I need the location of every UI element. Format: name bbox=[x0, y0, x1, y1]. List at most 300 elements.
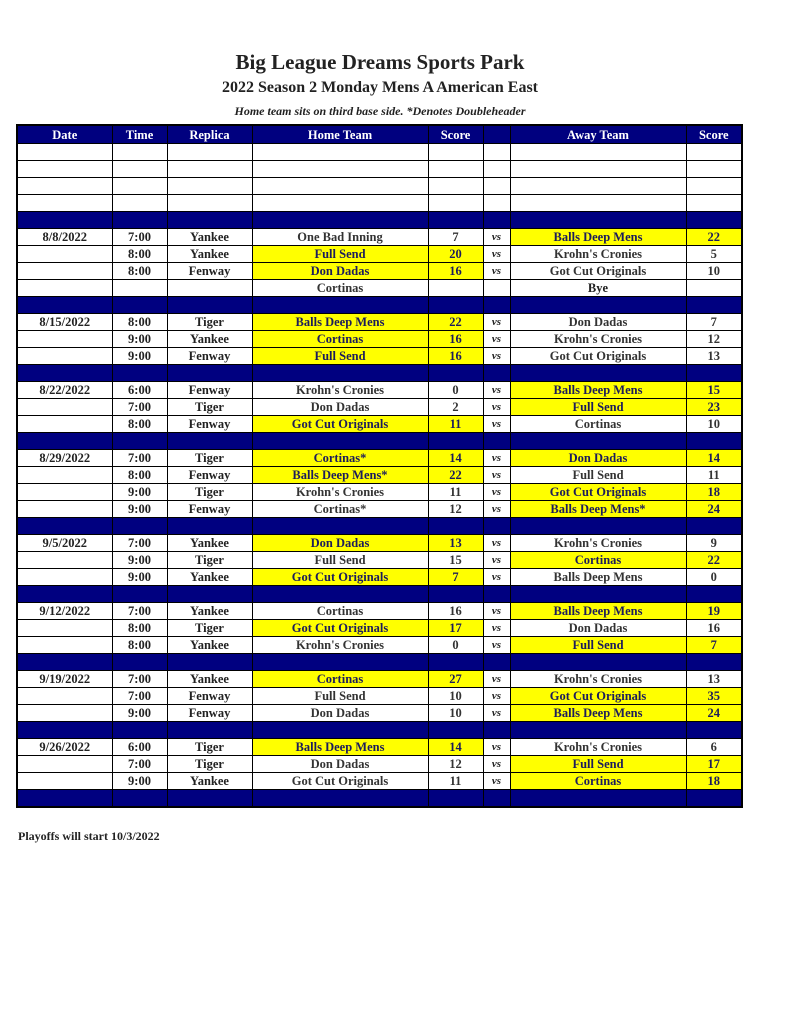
empty-cell bbox=[483, 144, 510, 161]
game-date: 9/26/2022 bbox=[17, 739, 112, 756]
separator-cell bbox=[112, 722, 167, 739]
empty-cell bbox=[428, 144, 483, 161]
vs-label: vs bbox=[483, 603, 510, 620]
empty-cell bbox=[510, 195, 686, 212]
game-date bbox=[17, 484, 112, 501]
game-replica: Tiger bbox=[167, 450, 252, 467]
schedule-body bbox=[17, 144, 742, 808]
game-date bbox=[17, 280, 112, 297]
game-date: 8/15/2022 bbox=[17, 314, 112, 331]
away-team: Balls Deep Mens bbox=[510, 705, 686, 722]
home-team: Cortinas bbox=[252, 603, 428, 620]
away-score: 6 bbox=[686, 739, 742, 756]
page-subtitle: 2022 Season 2 Monday Mens A American East bbox=[221, 79, 538, 96]
away-score: 10 bbox=[686, 263, 742, 280]
separator-cell bbox=[510, 654, 686, 671]
vs-label: vs bbox=[483, 314, 510, 331]
empty-cell bbox=[510, 161, 686, 178]
home-score: 16 bbox=[428, 331, 483, 348]
game-time: 9:00 bbox=[112, 773, 167, 790]
home-score: 0 bbox=[428, 637, 483, 654]
vs-label: vs bbox=[483, 552, 510, 569]
separator-cell bbox=[686, 297, 742, 314]
home-team: Got Cut Originals bbox=[252, 773, 428, 790]
away-team: Full Send bbox=[510, 399, 686, 416]
bye-row bbox=[17, 280, 742, 297]
separator-cell bbox=[167, 722, 252, 739]
blank-row bbox=[17, 178, 742, 195]
away-score: 12 bbox=[686, 331, 742, 348]
game-time: 7:00 bbox=[112, 603, 167, 620]
game-date bbox=[17, 705, 112, 722]
header-row bbox=[17, 125, 742, 144]
separator-cell bbox=[510, 518, 686, 535]
away-score bbox=[686, 280, 742, 297]
game-replica: Yankee bbox=[167, 637, 252, 654]
col-date: Date bbox=[17, 125, 112, 144]
separator-cell bbox=[252, 212, 428, 229]
game-row bbox=[17, 688, 742, 705]
home-score: 7 bbox=[428, 569, 483, 586]
separator-cell bbox=[112, 518, 167, 535]
vs-label: vs bbox=[483, 263, 510, 280]
vs-label: vs bbox=[483, 467, 510, 484]
home-team: Got Cut Originals bbox=[252, 416, 428, 433]
game-replica: Tiger bbox=[167, 314, 252, 331]
game-row bbox=[17, 603, 742, 620]
game-row bbox=[17, 246, 742, 263]
away-team: Krohn's Cronies bbox=[510, 535, 686, 552]
game-time: 9:00 bbox=[112, 552, 167, 569]
separator-cell bbox=[428, 365, 483, 382]
separator-cell bbox=[686, 654, 742, 671]
col-vs bbox=[483, 125, 510, 144]
vs-label: vs bbox=[483, 620, 510, 637]
col-home-score: Score bbox=[428, 125, 483, 144]
empty-cell bbox=[167, 161, 252, 178]
away-score: 22 bbox=[686, 552, 742, 569]
game-date: 8/22/2022 bbox=[17, 382, 112, 399]
game-time: 9:00 bbox=[112, 569, 167, 586]
game-row bbox=[17, 671, 742, 688]
separator-cell bbox=[686, 212, 742, 229]
home-team: Don Dadas bbox=[252, 756, 428, 773]
game-replica: Fenway bbox=[167, 467, 252, 484]
home-score: 12 bbox=[428, 501, 483, 518]
separator-cell bbox=[112, 297, 167, 314]
home-team: Don Dadas bbox=[252, 535, 428, 552]
game-replica: Yankee bbox=[167, 603, 252, 620]
away-team: Don Dadas bbox=[510, 314, 686, 331]
empty-cell bbox=[686, 195, 742, 212]
empty-cell bbox=[428, 195, 483, 212]
separator-cell bbox=[112, 654, 167, 671]
away-team: Balls Deep Mens bbox=[510, 603, 686, 620]
away-team: Balls Deep Mens bbox=[510, 569, 686, 586]
col-time: Time bbox=[112, 125, 167, 144]
vs-label: vs bbox=[483, 756, 510, 773]
game-time: 6:00 bbox=[112, 382, 167, 399]
home-score bbox=[428, 280, 483, 297]
home-team: Balls Deep Mens bbox=[252, 739, 428, 756]
away-team: Cortinas bbox=[510, 552, 686, 569]
vs-label: vs bbox=[483, 501, 510, 518]
home-score: 22 bbox=[428, 467, 483, 484]
game-time: 9:00 bbox=[112, 348, 167, 365]
separator-cell bbox=[483, 654, 510, 671]
game-time bbox=[112, 280, 167, 297]
game-replica: Fenway bbox=[167, 501, 252, 518]
away-team: Balls Deep Mens bbox=[510, 229, 686, 246]
separator-cell bbox=[483, 586, 510, 603]
separator-cell bbox=[112, 790, 167, 808]
game-row bbox=[17, 637, 742, 654]
game-time: 8:00 bbox=[112, 637, 167, 654]
schedule-table bbox=[16, 124, 743, 808]
game-row bbox=[17, 739, 742, 756]
game-time: 8:00 bbox=[112, 416, 167, 433]
away-team: Got Cut Originals bbox=[510, 484, 686, 501]
home-team: Cortinas* bbox=[252, 501, 428, 518]
home-team: Got Cut Originals bbox=[252, 620, 428, 637]
game-replica: Fenway bbox=[167, 688, 252, 705]
home-score: 0 bbox=[428, 382, 483, 399]
home-score: 7 bbox=[428, 229, 483, 246]
home-team: Cortinas bbox=[252, 331, 428, 348]
blank-row bbox=[17, 144, 742, 161]
separator-cell bbox=[510, 433, 686, 450]
home-score: 14 bbox=[428, 450, 483, 467]
home-team: Don Dadas bbox=[252, 399, 428, 416]
vs-label: vs bbox=[483, 399, 510, 416]
home-team: Full Send bbox=[252, 348, 428, 365]
separator-cell bbox=[428, 654, 483, 671]
separator-cell bbox=[428, 212, 483, 229]
separator-cell bbox=[428, 722, 483, 739]
game-date: 9/5/2022 bbox=[17, 535, 112, 552]
separator-cell bbox=[17, 586, 112, 603]
empty-cell bbox=[483, 178, 510, 195]
game-replica: Tiger bbox=[167, 739, 252, 756]
blank-row bbox=[17, 161, 742, 178]
away-team: Full Send bbox=[510, 756, 686, 773]
game-replica: Fenway bbox=[167, 416, 252, 433]
separator-cell bbox=[252, 518, 428, 535]
home-team: Krohn's Cronies bbox=[252, 484, 428, 501]
separator-cell bbox=[17, 790, 112, 808]
home-score: 20 bbox=[428, 246, 483, 263]
empty-cell bbox=[112, 144, 167, 161]
empty-cell bbox=[167, 195, 252, 212]
separator-cell bbox=[686, 790, 742, 808]
game-replica: Yankee bbox=[167, 535, 252, 552]
away-score: 5 bbox=[686, 246, 742, 263]
game-replica: Fenway bbox=[167, 348, 252, 365]
separator-cell bbox=[428, 518, 483, 535]
vs-label: vs bbox=[483, 671, 510, 688]
game-date bbox=[17, 569, 112, 586]
home-team: Krohn's Cronies bbox=[252, 382, 428, 399]
game-row bbox=[17, 569, 742, 586]
vs-label: vs bbox=[483, 535, 510, 552]
home-team: Don Dadas bbox=[252, 705, 428, 722]
home-score: 13 bbox=[428, 535, 483, 552]
away-score: 15 bbox=[686, 382, 742, 399]
empty-cell bbox=[510, 144, 686, 161]
separator-row bbox=[17, 297, 742, 314]
game-time: 8:00 bbox=[112, 314, 167, 331]
home-score: 17 bbox=[428, 620, 483, 637]
separator-cell bbox=[17, 654, 112, 671]
away-team: Krohn's Cronies bbox=[510, 671, 686, 688]
separator-cell bbox=[483, 722, 510, 739]
away-team: Got Cut Originals bbox=[510, 688, 686, 705]
game-row bbox=[17, 416, 742, 433]
away-team: Cortinas bbox=[510, 416, 686, 433]
separator-cell bbox=[252, 790, 428, 808]
game-date: 8/29/2022 bbox=[17, 450, 112, 467]
home-score: 16 bbox=[428, 348, 483, 365]
home-score: 11 bbox=[428, 416, 483, 433]
empty-cell bbox=[17, 195, 112, 212]
empty-cell bbox=[252, 178, 428, 195]
away-score: 14 bbox=[686, 450, 742, 467]
empty-cell bbox=[17, 161, 112, 178]
separator-cell bbox=[428, 433, 483, 450]
away-score: 7 bbox=[686, 314, 742, 331]
separator-cell bbox=[483, 518, 510, 535]
empty-cell bbox=[252, 161, 428, 178]
vs-label: vs bbox=[483, 705, 510, 722]
game-date bbox=[17, 773, 112, 790]
separator-cell bbox=[167, 297, 252, 314]
home-score: 14 bbox=[428, 739, 483, 756]
game-row bbox=[17, 620, 742, 637]
separator-cell bbox=[510, 586, 686, 603]
away-score: 18 bbox=[686, 773, 742, 790]
separator-cell bbox=[510, 365, 686, 382]
game-time: 7:00 bbox=[112, 688, 167, 705]
vs-label: vs bbox=[483, 569, 510, 586]
separator-row bbox=[17, 433, 742, 450]
home-score: 10 bbox=[428, 705, 483, 722]
home-score: 27 bbox=[428, 671, 483, 688]
separator-cell bbox=[510, 790, 686, 808]
game-date bbox=[17, 263, 112, 280]
vs-label: vs bbox=[483, 416, 510, 433]
vs-label: vs bbox=[483, 688, 510, 705]
separator-row bbox=[17, 790, 742, 808]
separator-cell bbox=[252, 365, 428, 382]
game-replica: Fenway bbox=[167, 382, 252, 399]
game-date bbox=[17, 246, 112, 263]
away-team: Krohn's Cronies bbox=[510, 739, 686, 756]
separator-cell bbox=[167, 790, 252, 808]
game-row bbox=[17, 348, 742, 365]
game-replica: Tiger bbox=[167, 756, 252, 773]
vs-label bbox=[483, 280, 510, 297]
game-row bbox=[17, 705, 742, 722]
col-replica: Replica bbox=[167, 125, 252, 144]
game-date: 9/12/2022 bbox=[17, 603, 112, 620]
game-date bbox=[17, 688, 112, 705]
separator-cell bbox=[483, 297, 510, 314]
separator-cell bbox=[112, 365, 167, 382]
empty-cell bbox=[483, 195, 510, 212]
game-row bbox=[17, 773, 742, 790]
col-home-team: Home Team bbox=[252, 125, 428, 144]
separator-row bbox=[17, 365, 742, 382]
game-row bbox=[17, 484, 742, 501]
vs-label: vs bbox=[483, 484, 510, 501]
game-time: 8:00 bbox=[112, 263, 167, 280]
separator-cell bbox=[483, 790, 510, 808]
empty-cell bbox=[17, 178, 112, 195]
empty-cell bbox=[686, 178, 742, 195]
separator-cell bbox=[17, 518, 112, 535]
game-replica bbox=[167, 280, 252, 297]
empty-cell bbox=[686, 161, 742, 178]
game-row bbox=[17, 450, 742, 467]
game-date bbox=[17, 399, 112, 416]
game-date bbox=[17, 467, 112, 484]
separator-row bbox=[17, 586, 742, 603]
separator-cell bbox=[510, 297, 686, 314]
separator-cell bbox=[167, 654, 252, 671]
away-score: 10 bbox=[686, 416, 742, 433]
page-title: Big League Dreams Sports Park bbox=[235, 50, 525, 74]
away-team: Full Send bbox=[510, 637, 686, 654]
playoffs-note: Playoffs will start 10/3/2022 bbox=[18, 829, 160, 843]
empty-cell bbox=[112, 195, 167, 212]
home-team: Krohn's Cronies bbox=[252, 637, 428, 654]
separator-cell bbox=[167, 433, 252, 450]
game-replica: Tiger bbox=[167, 399, 252, 416]
empty-cell bbox=[510, 178, 686, 195]
empty-cell bbox=[112, 161, 167, 178]
home-team: Full Send bbox=[252, 552, 428, 569]
separator-cell bbox=[510, 212, 686, 229]
home-score: 15 bbox=[428, 552, 483, 569]
empty-cell bbox=[483, 161, 510, 178]
vs-label: vs bbox=[483, 739, 510, 756]
home-score: 11 bbox=[428, 484, 483, 501]
game-row bbox=[17, 535, 742, 552]
home-score: 16 bbox=[428, 603, 483, 620]
game-date bbox=[17, 637, 112, 654]
game-time: 7:00 bbox=[112, 450, 167, 467]
separator-cell bbox=[686, 722, 742, 739]
home-score: 2 bbox=[428, 399, 483, 416]
game-replica: Tiger bbox=[167, 484, 252, 501]
game-date bbox=[17, 552, 112, 569]
separator-cell bbox=[428, 297, 483, 314]
home-team: Cortinas* bbox=[252, 450, 428, 467]
away-score: 7 bbox=[686, 637, 742, 654]
game-replica: Tiger bbox=[167, 552, 252, 569]
game-row bbox=[17, 382, 742, 399]
separator-cell bbox=[686, 433, 742, 450]
home-team: Balls Deep Mens* bbox=[252, 467, 428, 484]
away-score: 11 bbox=[686, 467, 742, 484]
separator-cell bbox=[686, 518, 742, 535]
game-date bbox=[17, 331, 112, 348]
empty-cell bbox=[252, 195, 428, 212]
separator-row bbox=[17, 212, 742, 229]
empty-cell bbox=[17, 144, 112, 161]
game-time: 8:00 bbox=[112, 467, 167, 484]
game-date bbox=[17, 756, 112, 773]
game-time: 9:00 bbox=[112, 705, 167, 722]
away-score: 16 bbox=[686, 620, 742, 637]
game-time: 8:00 bbox=[112, 620, 167, 637]
separator-cell bbox=[428, 790, 483, 808]
away-score: 35 bbox=[686, 688, 742, 705]
away-score: 24 bbox=[686, 705, 742, 722]
game-row bbox=[17, 552, 742, 569]
away-team: Don Dadas bbox=[510, 450, 686, 467]
away-score: 22 bbox=[686, 229, 742, 246]
empty-cell bbox=[428, 161, 483, 178]
game-row bbox=[17, 263, 742, 280]
separator-cell bbox=[686, 586, 742, 603]
game-date bbox=[17, 620, 112, 637]
game-replica: Yankee bbox=[167, 229, 252, 246]
separator-cell bbox=[17, 433, 112, 450]
separator-cell bbox=[483, 365, 510, 382]
vs-label: vs bbox=[483, 229, 510, 246]
game-time: 6:00 bbox=[112, 739, 167, 756]
away-team: Cortinas bbox=[510, 773, 686, 790]
vs-label: vs bbox=[483, 246, 510, 263]
away-score: 13 bbox=[686, 671, 742, 688]
vs-label: vs bbox=[483, 450, 510, 467]
game-date bbox=[17, 416, 112, 433]
game-time: 9:00 bbox=[112, 501, 167, 518]
away-team: Balls Deep Mens* bbox=[510, 501, 686, 518]
game-row bbox=[17, 399, 742, 416]
game-time: 9:00 bbox=[112, 331, 167, 348]
separator-row bbox=[17, 518, 742, 535]
game-replica: Fenway bbox=[167, 705, 252, 722]
game-date bbox=[17, 348, 112, 365]
separator-cell bbox=[167, 518, 252, 535]
away-score: 13 bbox=[686, 348, 742, 365]
empty-cell bbox=[428, 178, 483, 195]
game-replica: Yankee bbox=[167, 246, 252, 263]
game-replica: Yankee bbox=[167, 331, 252, 348]
vs-label: vs bbox=[483, 637, 510, 654]
separator-cell bbox=[252, 654, 428, 671]
away-team: Krohn's Cronies bbox=[510, 246, 686, 263]
home-score: 16 bbox=[428, 263, 483, 280]
home-team: Full Send bbox=[252, 246, 428, 263]
game-time: 8:00 bbox=[112, 246, 167, 263]
home-score: 10 bbox=[428, 688, 483, 705]
away-team: Balls Deep Mens bbox=[510, 382, 686, 399]
game-row bbox=[17, 756, 742, 773]
home-score: 11 bbox=[428, 773, 483, 790]
empty-cell bbox=[167, 178, 252, 195]
game-row bbox=[17, 501, 742, 518]
game-replica: Yankee bbox=[167, 671, 252, 688]
away-team: Full Send bbox=[510, 467, 686, 484]
home-team: Got Cut Originals bbox=[252, 569, 428, 586]
separator-cell bbox=[167, 586, 252, 603]
game-time: 7:00 bbox=[112, 671, 167, 688]
game-row bbox=[17, 314, 742, 331]
game-date bbox=[17, 501, 112, 518]
